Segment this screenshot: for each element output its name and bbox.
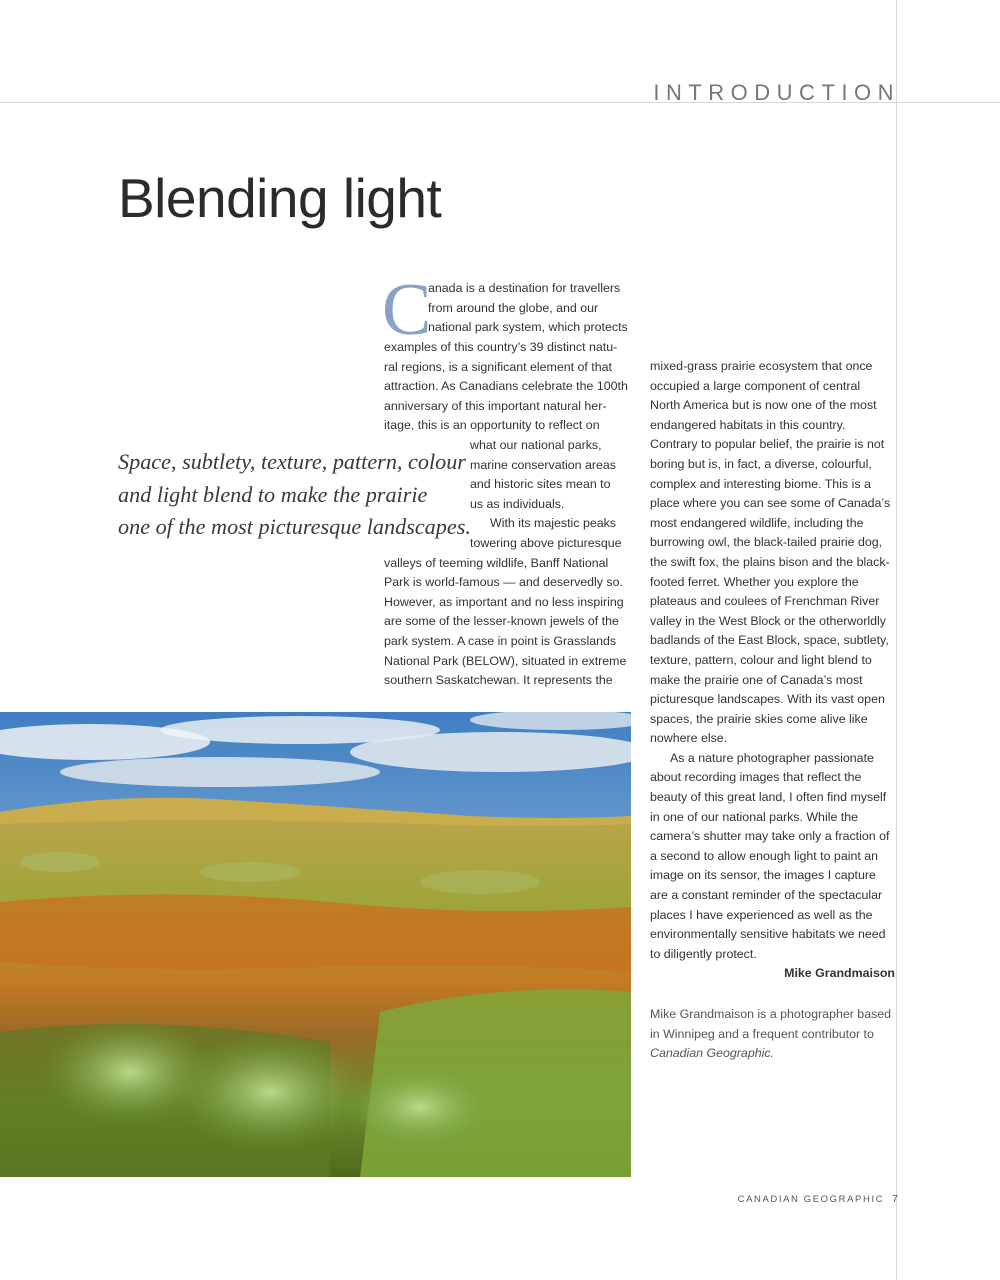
text-line: mixed-grass prairie ecosystem that once xyxy=(650,359,873,373)
text-line: us as individuals. xyxy=(470,496,565,511)
pull-quote-line: and light blend to make the prairie xyxy=(118,481,428,507)
margin-rule xyxy=(896,0,897,1280)
text-line: burrowing owl, the black-tailed prairie dog, xyxy=(650,535,883,550)
text-line: a second to allow enough light to paint an xyxy=(650,848,879,863)
text-line: Contrary to popular belief, the prairie is not xyxy=(650,437,885,452)
pull-quote-line: one of the most picturesque landscapes. xyxy=(118,514,471,539)
text-line: anniversary of this important natural her- xyxy=(384,398,607,413)
text-line: boring but is, in fact, a diverse, colourful, xyxy=(650,456,872,471)
text-line: As a nature photographer passionate xyxy=(670,750,874,765)
pull-quote-line: Space, subtlety, texture, pattern, colour xyxy=(118,449,466,474)
text-line: texture, pattern, colour and light blend to xyxy=(650,652,872,667)
text-line: place where you can see some of Canada’s xyxy=(650,496,891,511)
text-line: Park is world-famous — and deservedly so. xyxy=(384,575,623,590)
text-line: Mike Grandmaison is a photographer based xyxy=(650,1007,892,1021)
text-line: nowhere else. xyxy=(650,731,728,746)
column-1-dropcap-lines xyxy=(428,279,628,338)
text-line: picturesque landscapes. With its vast open xyxy=(650,692,885,707)
text-line: are some of the lesser-known jewels of the xyxy=(384,614,619,629)
text-line: complex and interesting biome. This is a xyxy=(650,476,871,491)
page-number: 7 xyxy=(892,1193,898,1205)
text-line: badlands of the East Block, space, subtlety, xyxy=(650,633,889,648)
text-line: footed ferret. Whether you explore the xyxy=(650,574,859,589)
text-line: plateaus and coulees of Frenchman River xyxy=(650,594,880,609)
text-line: image on its sensor, the images I capture xyxy=(650,868,876,883)
publication-name: Canadian Geographic. xyxy=(650,1046,774,1061)
text-line: the swift fox, the plains bison and the black- xyxy=(650,554,890,569)
text-line: anada is a destination for travellers xyxy=(428,281,621,295)
publication-label: CANADIAN GEOGRAPHIC xyxy=(737,1194,885,1205)
text-line: ral regions, is a significant element of that xyxy=(384,359,612,374)
author-byline: Mike Grandmaison xyxy=(784,966,895,981)
text-line: However, as important and no less inspiring xyxy=(384,594,624,609)
text-line: are a constant reminder of the spectacular xyxy=(650,888,883,903)
text-line: make the prairie one of Canada’s most xyxy=(650,672,863,687)
text-line: beauty of this great land, I often find myself xyxy=(650,790,887,805)
column-2-body xyxy=(650,357,895,984)
page-footer xyxy=(700,1193,898,1205)
text-line: in one of our national parks. While the xyxy=(650,809,859,824)
column-1-body xyxy=(384,338,628,691)
text-line: National Park (BELOW), situated in extreme xyxy=(384,653,627,668)
text-line: With its majestic peaks xyxy=(490,516,617,531)
text-line: occupied a large component of central xyxy=(650,378,861,393)
text-line: valley in the West Block or the otherworldly xyxy=(650,613,886,628)
section-label: INTRODUCTION xyxy=(653,80,900,105)
text-line: most endangered wildlife, including the xyxy=(650,515,864,530)
text-line: valleys of teeming wildlife, Banff National xyxy=(384,555,609,570)
text-line: endangered habitats in this country. xyxy=(650,417,846,432)
text-line: and historic sites mean to xyxy=(470,477,611,492)
article-title: Blending light xyxy=(118,167,442,229)
text-line: from around the globe, and our xyxy=(428,300,599,315)
author-bio xyxy=(650,1005,891,1064)
text-line: spaces, the prairie skies come alive like xyxy=(650,711,868,726)
prairie-landscape-photo xyxy=(0,712,631,1177)
text-line: examples of this country’s 39 distinct natu- xyxy=(384,340,618,354)
drop-cap: C xyxy=(382,269,432,351)
text-line: towering above picturesque xyxy=(470,535,622,550)
text-line: environmentally sensitive habitats we need xyxy=(650,927,886,942)
text-line: camera’s shutter may take only a fraction of xyxy=(650,829,890,844)
text-line: park system. A case in point is Grasslands xyxy=(384,633,617,648)
text-line: itage, this is an opportunity to reflect on xyxy=(384,418,600,433)
text-line: North America but is now one of the most xyxy=(650,398,877,413)
text-line: attraction. As Canadians celebrate the 100th xyxy=(384,379,628,394)
text-line: national park system, which protects xyxy=(428,320,628,335)
text-line: southern Saskatchewan. It represents the xyxy=(384,673,613,688)
text-line: about recording images that reflect the xyxy=(650,770,862,785)
text-line: in Winnipeg and a frequent contributor to xyxy=(650,1026,874,1041)
text-line: to diligently protect. xyxy=(650,946,757,961)
text-line: what our national parks, xyxy=(470,437,602,452)
text-line: marine conservation areas xyxy=(470,457,617,472)
text-line: places I have experienced as well as the xyxy=(650,907,873,922)
